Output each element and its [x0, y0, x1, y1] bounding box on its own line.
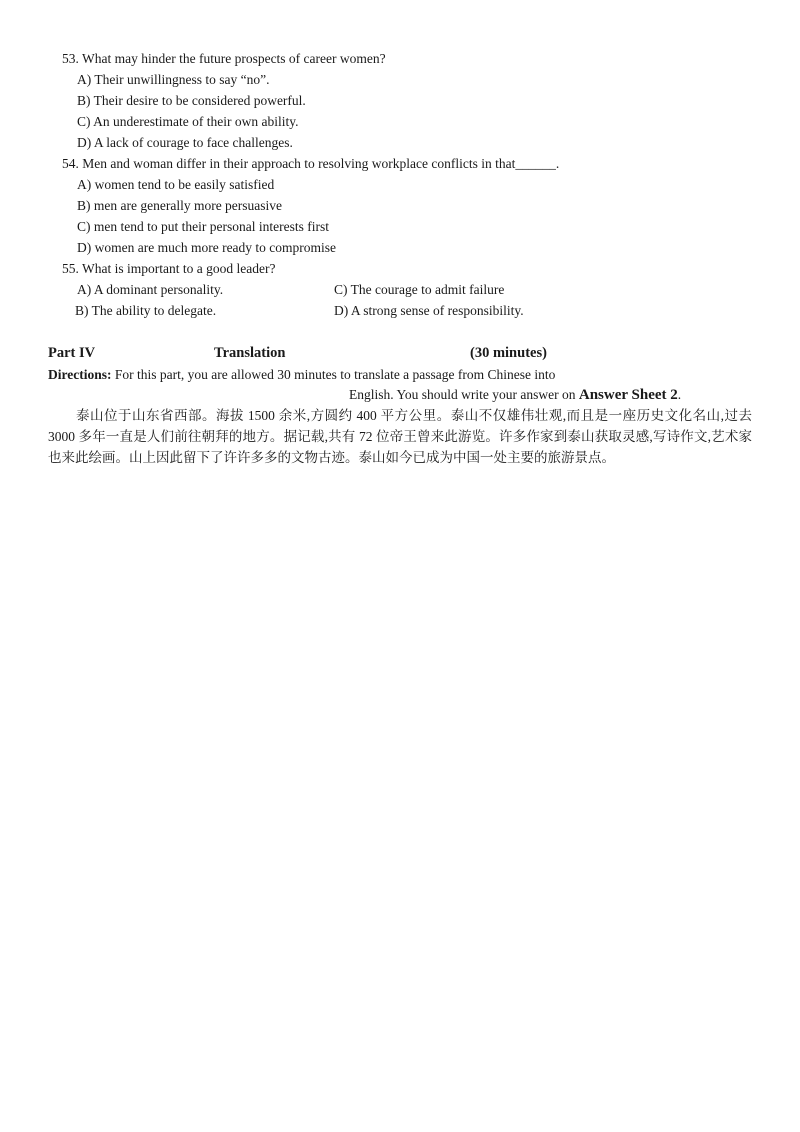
question-54-option-a: A) women tend to be easily satisfied: [77, 177, 275, 192]
directions-line-1: [48, 366, 555, 384]
question-53: 53. What may hinder the future prospects of career women?: [62, 51, 386, 66]
question-54: 54. Men and woman differ in their approach to resolving workplace conflicts in that______.: [62, 156, 560, 171]
answer-sheet-label: Answer Sheet 2: [578, 387, 678, 403]
section-title: Translation: [214, 345, 286, 361]
question-54-option-d: D) women are much more ready to compromise: [77, 240, 337, 255]
directions-text-1: For this part, you are allowed 30 minutes to translate a passage from Chinese into: [114, 367, 556, 382]
part-label: Part IV: [48, 345, 96, 361]
question-55-option-c: C) The courage to admit failure: [334, 282, 505, 297]
question-53-option-b: B) Their desire to be considered powerful.: [77, 93, 306, 108]
directions-label: Directions:: [48, 367, 112, 382]
directions-text-2: English. You should write your answer on: [349, 387, 576, 402]
question-55: 55. What is important to a good leader?: [62, 261, 276, 276]
directions-period: .: [677, 387, 682, 402]
section-time: (30 minutes): [470, 345, 547, 361]
translation-passage: 泰山位于山东省西部。海拔 1500 余米,方圆约 400 平方公里。泰山不仅雄伟壮观,而且是一座历史文化名山,过去 3000 多年一直是人们前往朝拜的地方。据记载,共有 72 位帝王曾来此游览。许多作家到泰山获取灵感,写诗作文,艺术家也来此绘画。山上因此留下了许许多多的文物古迹。泰山如今已成为中国一处主要的旅游景点。: [48, 408, 752, 465]
question-53-option-a: A) Their unwillingness to say “no”.: [77, 72, 270, 87]
question-54-option-b: B) men are generally more persuasive: [77, 198, 283, 213]
question-55-option-d: D) A strong sense of responsibility.: [334, 303, 524, 318]
question-54-option-c: C) men tend to put their personal interests first: [77, 219, 329, 234]
question-55-option-b: B) The ability to delegate.: [75, 303, 217, 318]
directions-line-2: [349, 386, 681, 404]
question-55-option-a: A) A dominant personality.: [77, 282, 224, 297]
question-53-option-d: D) A lack of courage to face challenges.: [77, 135, 293, 150]
question-53-option-c: C) An underestimate of their own ability.: [77, 114, 299, 129]
